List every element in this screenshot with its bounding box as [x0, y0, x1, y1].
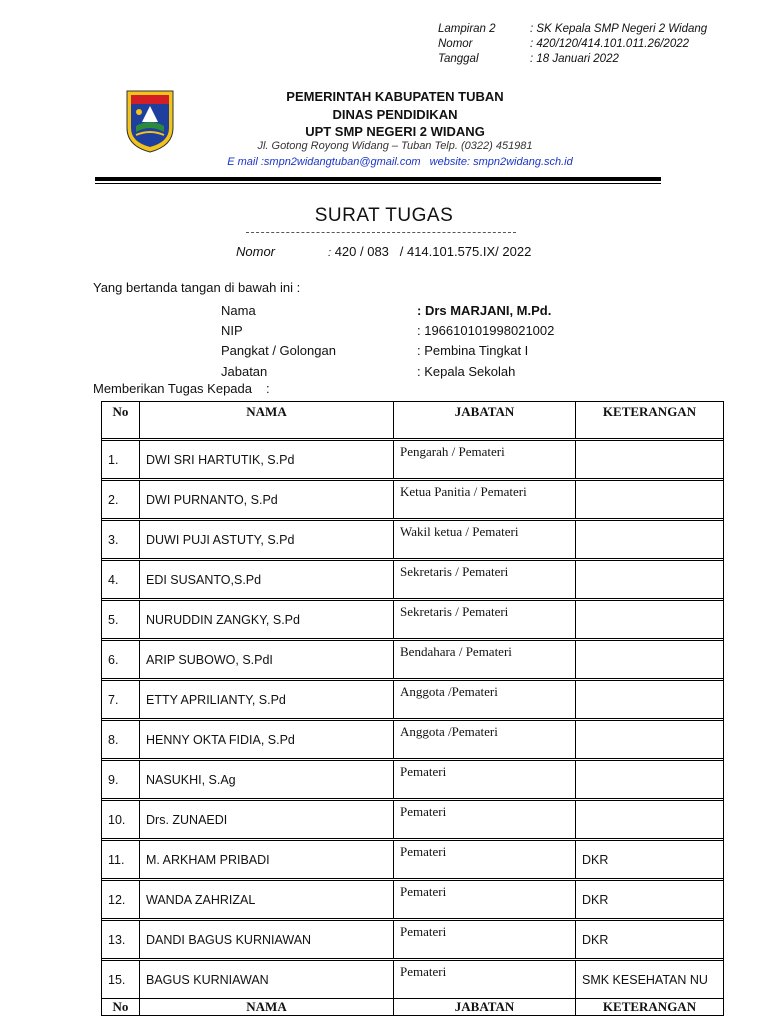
- cell-nama: BAGUS KURNIAWAN: [140, 961, 394, 999]
- letter-number-colon: :: [328, 247, 332, 259]
- signatory-details: [221, 300, 554, 381]
- signatory-label: Jabatan: [221, 363, 268, 379]
- assignment-colon: :: [265, 381, 270, 396]
- cell-nama: HENNY OKTA FIDIA, S.Pd: [140, 721, 394, 759]
- cell-keterangan: [576, 641, 724, 679]
- cell-keterangan: DKR: [576, 921, 724, 959]
- cell-jabatan: Ketua Panitia / Pemateri: [394, 481, 576, 519]
- letterhead-address: Jl. Gotong Royong Widang – Tuban Telp. (0322) 451981: [257, 140, 533, 152]
- table-row: [102, 681, 724, 719]
- cell-jabatan: Pemateri: [394, 841, 576, 879]
- cell-nama: ETTY APRILIANTY, S.Pd: [140, 681, 394, 719]
- table-row: [102, 801, 724, 839]
- cell-jabatan: Pemateri: [394, 881, 576, 919]
- cell-keterangan: [576, 561, 724, 599]
- table-row: [102, 721, 724, 759]
- cell-nama: NASUKHI, S.Ag: [140, 761, 394, 799]
- cell-nama: Drs. ZUNAEDI: [140, 801, 394, 839]
- cell-nama: DWI SRI HARTUTIK, S.Pd: [140, 441, 394, 479]
- cell-jabatan: Anggota /Pemateri: [394, 681, 576, 719]
- cell-keterangan: [576, 441, 724, 479]
- assignment-label: Memberikan Tugas Kepada: [93, 381, 252, 396]
- signatory-row: [221, 361, 554, 381]
- signatory-label: Nama: [221, 302, 256, 318]
- cell-no: 7.: [102, 681, 140, 719]
- column-header-no: No: [102, 402, 140, 439]
- letterhead-website: website: smpn2widang.sch.id: [429, 156, 573, 168]
- cell-nama: NURUDDIN ZANGKY, S.Pd: [140, 601, 394, 639]
- lampiran-row: [438, 52, 707, 67]
- cell-nama: DUWI PUJI ASTUTY, S.Pd: [140, 521, 394, 559]
- cell-no: 11.: [102, 841, 140, 879]
- cell-keterangan: [576, 521, 724, 559]
- intro-text: Yang bertanda tangan di bawah ini :: [93, 280, 301, 295]
- assignment-intro: [93, 381, 270, 396]
- cell-no: 6.: [102, 641, 140, 679]
- lampiran-label: Lampiran 2: [438, 23, 496, 35]
- letter-number-label: Nomor: [236, 244, 276, 259]
- table-row: [102, 961, 724, 999]
- footer-header-keterangan: KETERANGAN: [576, 999, 724, 1016]
- cell-no: 2.: [102, 481, 140, 519]
- lampiran-value: : SK Kepala SMP Negeri 2 Widang: [530, 23, 708, 35]
- table-header-row: [102, 402, 724, 439]
- cell-nama: EDI SUSANTO,S.Pd: [140, 561, 394, 599]
- cell-no: 3.: [102, 521, 140, 559]
- table-row: [102, 441, 724, 479]
- cell-no: 1.: [102, 441, 140, 479]
- cell-jabatan: Sekretaris / Pemateri: [394, 601, 576, 639]
- table-row: [102, 561, 724, 599]
- column-header-jabatan: JABATAN: [394, 402, 576, 439]
- cell-nama: ARIP SUBOWO, S.PdI: [140, 641, 394, 679]
- footer-header-jabatan: JABATAN: [394, 999, 576, 1016]
- lampiran-value: : 18 Januari 2022: [530, 53, 619, 65]
- cell-keterangan: [576, 601, 724, 639]
- signatory-row: [221, 300, 554, 320]
- cell-keterangan: DKR: [576, 881, 724, 919]
- cell-nama: M. ARKHAM PRIBADI: [140, 841, 394, 879]
- kabupaten-tuban-emblem-icon: [124, 88, 176, 154]
- letterhead-line-government: PEMERINTAH KABUPATEN TUBAN: [286, 89, 504, 104]
- lampiran-label: Tanggal: [438, 53, 479, 65]
- cell-keterangan: [576, 761, 724, 799]
- cell-no: 5.: [102, 601, 140, 639]
- cell-no: 10.: [102, 801, 140, 839]
- letterhead-line-department: DINAS PENDIDIKAN: [332, 106, 458, 122]
- cell-keterangan: [576, 801, 724, 839]
- letter-number: [236, 244, 531, 259]
- cell-jabatan: Anggota /Pemateri: [394, 721, 576, 759]
- cell-no: 13.: [102, 921, 140, 959]
- signatory-value: : Kepala Sekolah: [417, 363, 516, 379]
- table-footer-row: [102, 999, 724, 1016]
- footer-header-no: No: [102, 999, 140, 1016]
- assignment-table: [101, 401, 724, 1016]
- cell-keterangan: [576, 681, 724, 719]
- cell-jabatan: Pemateri: [394, 961, 576, 999]
- table-row: [102, 921, 724, 959]
- cell-keterangan: [576, 481, 724, 519]
- cell-nama: DWI PURNANTO, S.Pd: [140, 481, 394, 519]
- table-row: [102, 881, 724, 919]
- cell-no: 15.: [102, 961, 140, 999]
- cell-jabatan: Sekretaris / Pemateri: [394, 561, 576, 599]
- cell-jabatan: Pemateri: [394, 921, 576, 959]
- cell-keterangan: [576, 721, 724, 759]
- cell-jabatan: Wakil ketua / Pemateri: [394, 521, 576, 559]
- letterhead-divider-thin: [95, 183, 661, 184]
- letterhead-divider-thick: [95, 177, 661, 181]
- signatory-value: : 196610101998021002: [417, 322, 555, 338]
- table-row: [102, 601, 724, 639]
- cell-no: 9.: [102, 761, 140, 799]
- signatory-value: : Drs MARJANI, M.Pd.: [417, 302, 552, 318]
- signatory-row: [221, 320, 554, 340]
- lampiran-value: : 420/120/414.101.011.26/2022: [530, 38, 690, 50]
- cell-jabatan: Pengarah / Pemateri: [394, 441, 576, 479]
- signatory-label: NIP: [221, 322, 243, 338]
- signatory-label: Pangkat / Golongan: [221, 343, 336, 359]
- column-header-keterangan: KETERANGAN: [576, 402, 724, 439]
- table-row: [102, 641, 724, 679]
- cell-keterangan: SMK KESEHATAN NU: [576, 961, 724, 999]
- signatory-row: [221, 341, 554, 361]
- column-header-nama: NAMA: [140, 402, 394, 439]
- table-row: [102, 481, 724, 519]
- table-body: [102, 439, 724, 999]
- lampiran-label: Nomor: [438, 38, 473, 50]
- cell-keterangan: DKR: [576, 841, 724, 879]
- letterhead-contact: [150, 156, 650, 168]
- lampiran-row: [438, 22, 707, 37]
- footer-header-nama: NAMA: [140, 999, 394, 1016]
- letter-number-value: 420 / 083 / 414.101.575.IX/ 2022: [334, 244, 532, 259]
- lampiran-row: [438, 37, 707, 52]
- table-row: [102, 521, 724, 559]
- cell-jabatan: Pemateri: [394, 761, 576, 799]
- title-underline: [246, 232, 516, 233]
- letterhead-institution: [190, 88, 600, 141]
- cell-no: 4.: [102, 561, 140, 599]
- cell-nama: WANDA ZAHRIZAL: [140, 881, 394, 919]
- letterhead-line-school: UPT SMP NEGERI 2 WIDANG: [305, 124, 485, 139]
- cell-jabatan: Pemateri: [394, 801, 576, 839]
- cell-jabatan: Bendahara / Pemateri: [394, 641, 576, 679]
- signatory-value: : Pembina Tingkat I: [417, 343, 529, 359]
- letterhead-email: E mail :smpn2widangtuban@gmail.com: [227, 156, 421, 168]
- lampiran-block: [438, 22, 707, 67]
- cell-no: 12.: [102, 881, 140, 919]
- cell-nama: DANDI BAGUS KURNIAWAN: [140, 921, 394, 959]
- table-row: [102, 841, 724, 879]
- table-row: [102, 761, 724, 799]
- cell-no: 8.: [102, 721, 140, 759]
- document-title: SURAT TUGAS: [314, 205, 454, 226]
